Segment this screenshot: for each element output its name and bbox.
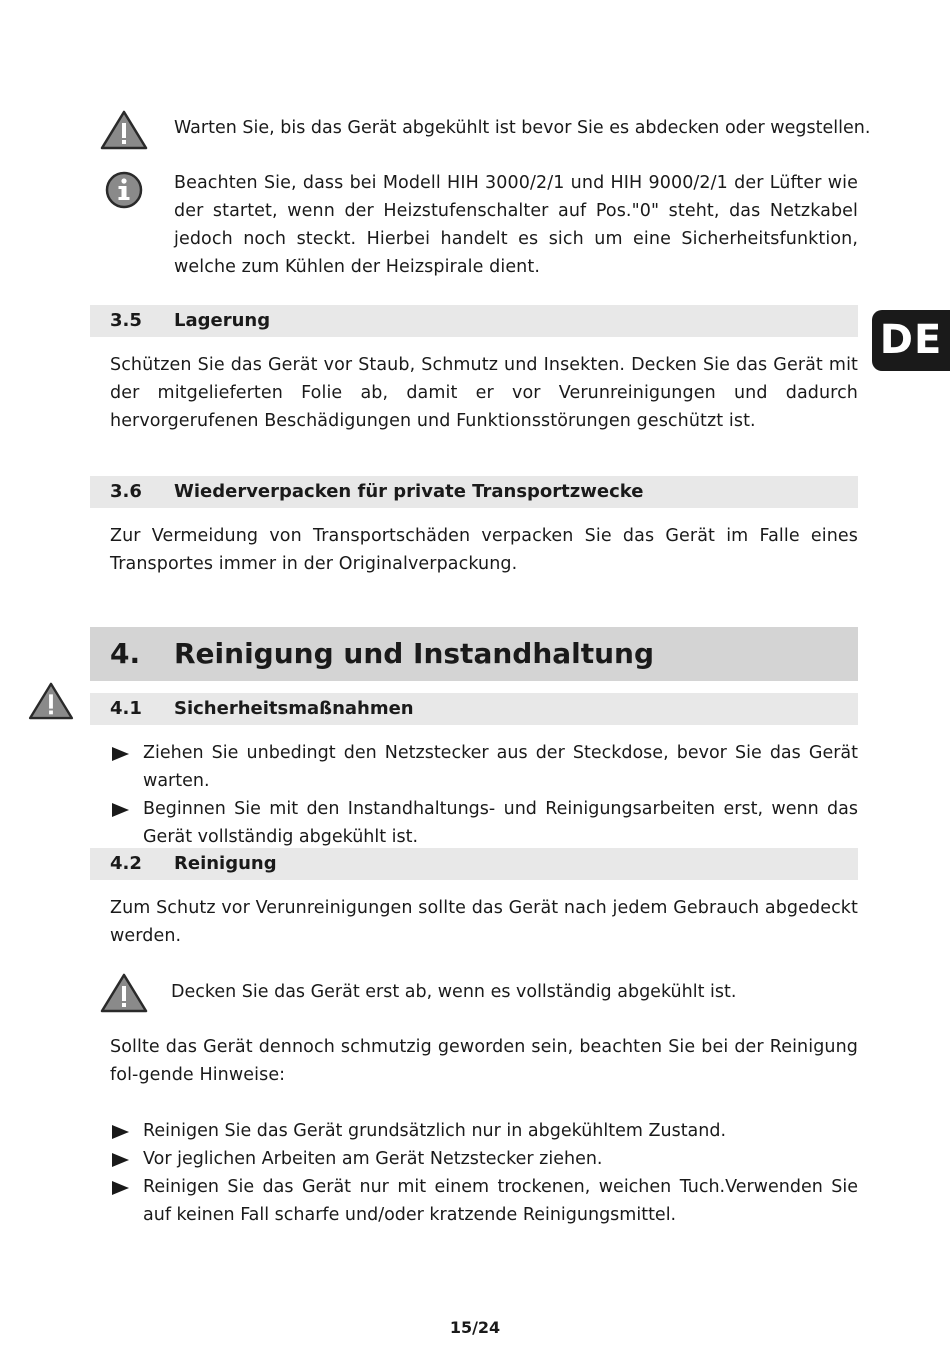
chapter-header-4	[90, 627, 858, 681]
warning-note-text: Decken Sie das Gerät erst ab, wenn es vollständig abgekühlt ist.	[171, 982, 737, 1002]
list-item-text: Beginnen Sie mit den Instandhaltungs- und Reinigungsarbeiten erst, wenn das Gerät vollständig abgekühlt ist.	[143, 799, 858, 847]
section-header-4-1	[90, 693, 858, 725]
arrow-bullet-icon	[112, 803, 129, 817]
section-title: Lagerung	[174, 310, 271, 331]
warning-icon	[100, 110, 148, 150]
list-item-text: Reinigen Sie das Gerät nur mit einem trockenen, weichen Tuch.Verwenden Sie auf keinen Fall scharfe und/oder kratzende Reinigungsmittel.	[143, 1177, 858, 1225]
list-item	[110, 1173, 858, 1229]
arrow-bullet-icon	[112, 1181, 129, 1195]
arrow-bullet-icon	[112, 1125, 129, 1139]
list-item-text: Vor jeglichen Arbeiten am Gerät Netzstecker ziehen.	[143, 1149, 603, 1169]
section-header-3-5	[90, 305, 858, 337]
list-item	[110, 739, 858, 795]
list-item	[110, 795, 858, 851]
section-text: Sollte das Gerät dennoch schmutzig geworden sein, beachten Sie bei der Reinigung fol-gende Hinweise:	[110, 1037, 858, 1085]
arrow-bullet-icon	[112, 747, 129, 761]
list-item-text: Reinigen Sie das Gerät grundsätzlich nur in abgekühltem Zustand.	[143, 1121, 727, 1141]
warning-icon	[28, 682, 74, 720]
info-note-text: Beachten Sie, dass bei Modell HIH 3000/2/1 und HIH 9000/2/1 der Lüfter wie der startet, wenn der Heizstufenschalter auf Pos."0" steht, das Netzkabel jedoch noch steckt. Hierbei handelt es sich um eine Sicherheitsfunktion, welche zum Kühlen der Heizspirale dient.	[174, 173, 858, 277]
language-tab-badge: DE	[872, 310, 950, 371]
info-icon	[104, 170, 144, 210]
section-text: Schützen Sie das Gerät vor Staub, Schmutz und Insekten. Decken Sie das Gerät mit der mitgelieferten Folie ab, damit er vor Verunreinigungen und dadurch hervorgerufenen Beschädigungen und Funktionsstörungen geschützt ist.	[110, 355, 858, 431]
list-item	[110, 1117, 858, 1145]
section-number: 3.6	[110, 481, 142, 502]
section-text: Zur Vermeidung von Transportschäden verpacken Sie das Gerät im Falle eines Transportes immer in der Originalverpackung.	[110, 526, 858, 574]
chapter-number: 4.	[110, 637, 141, 670]
chapter-title: Reinigung und Instandhaltung	[174, 637, 655, 670]
list-item	[110, 1145, 858, 1173]
section-text: Zum Schutz vor Verunreinigungen sollte das Gerät nach jedem Gebrauch abgedeckt werden.	[110, 898, 858, 946]
section-number: 4.1	[110, 698, 142, 719]
bullet-list	[110, 739, 858, 851]
section-title: Sicherheitsmaßnahmen	[174, 698, 414, 719]
section-number: 3.5	[110, 310, 142, 331]
section-title: Wiederverpacken für private Transportzwecke	[174, 481, 644, 502]
list-item-text: Ziehen Sie unbedingt den Netzstecker aus der Steckdose, bevor Sie das Gerät warten.	[143, 743, 858, 791]
section-number: 4.2	[110, 853, 142, 874]
section-header-3-6	[90, 476, 858, 508]
page-number: 15/24	[449, 1318, 501, 1337]
section-header-4-2	[90, 848, 858, 880]
bullet-list	[110, 1117, 858, 1229]
arrow-bullet-icon	[112, 1153, 129, 1167]
section-title: Reinigung	[174, 853, 277, 874]
warning-icon	[100, 973, 148, 1013]
warning-note-text: Warten Sie, bis das Gerät abgekühlt ist bevor Sie es abdecken oder wegstellen.	[174, 118, 871, 138]
